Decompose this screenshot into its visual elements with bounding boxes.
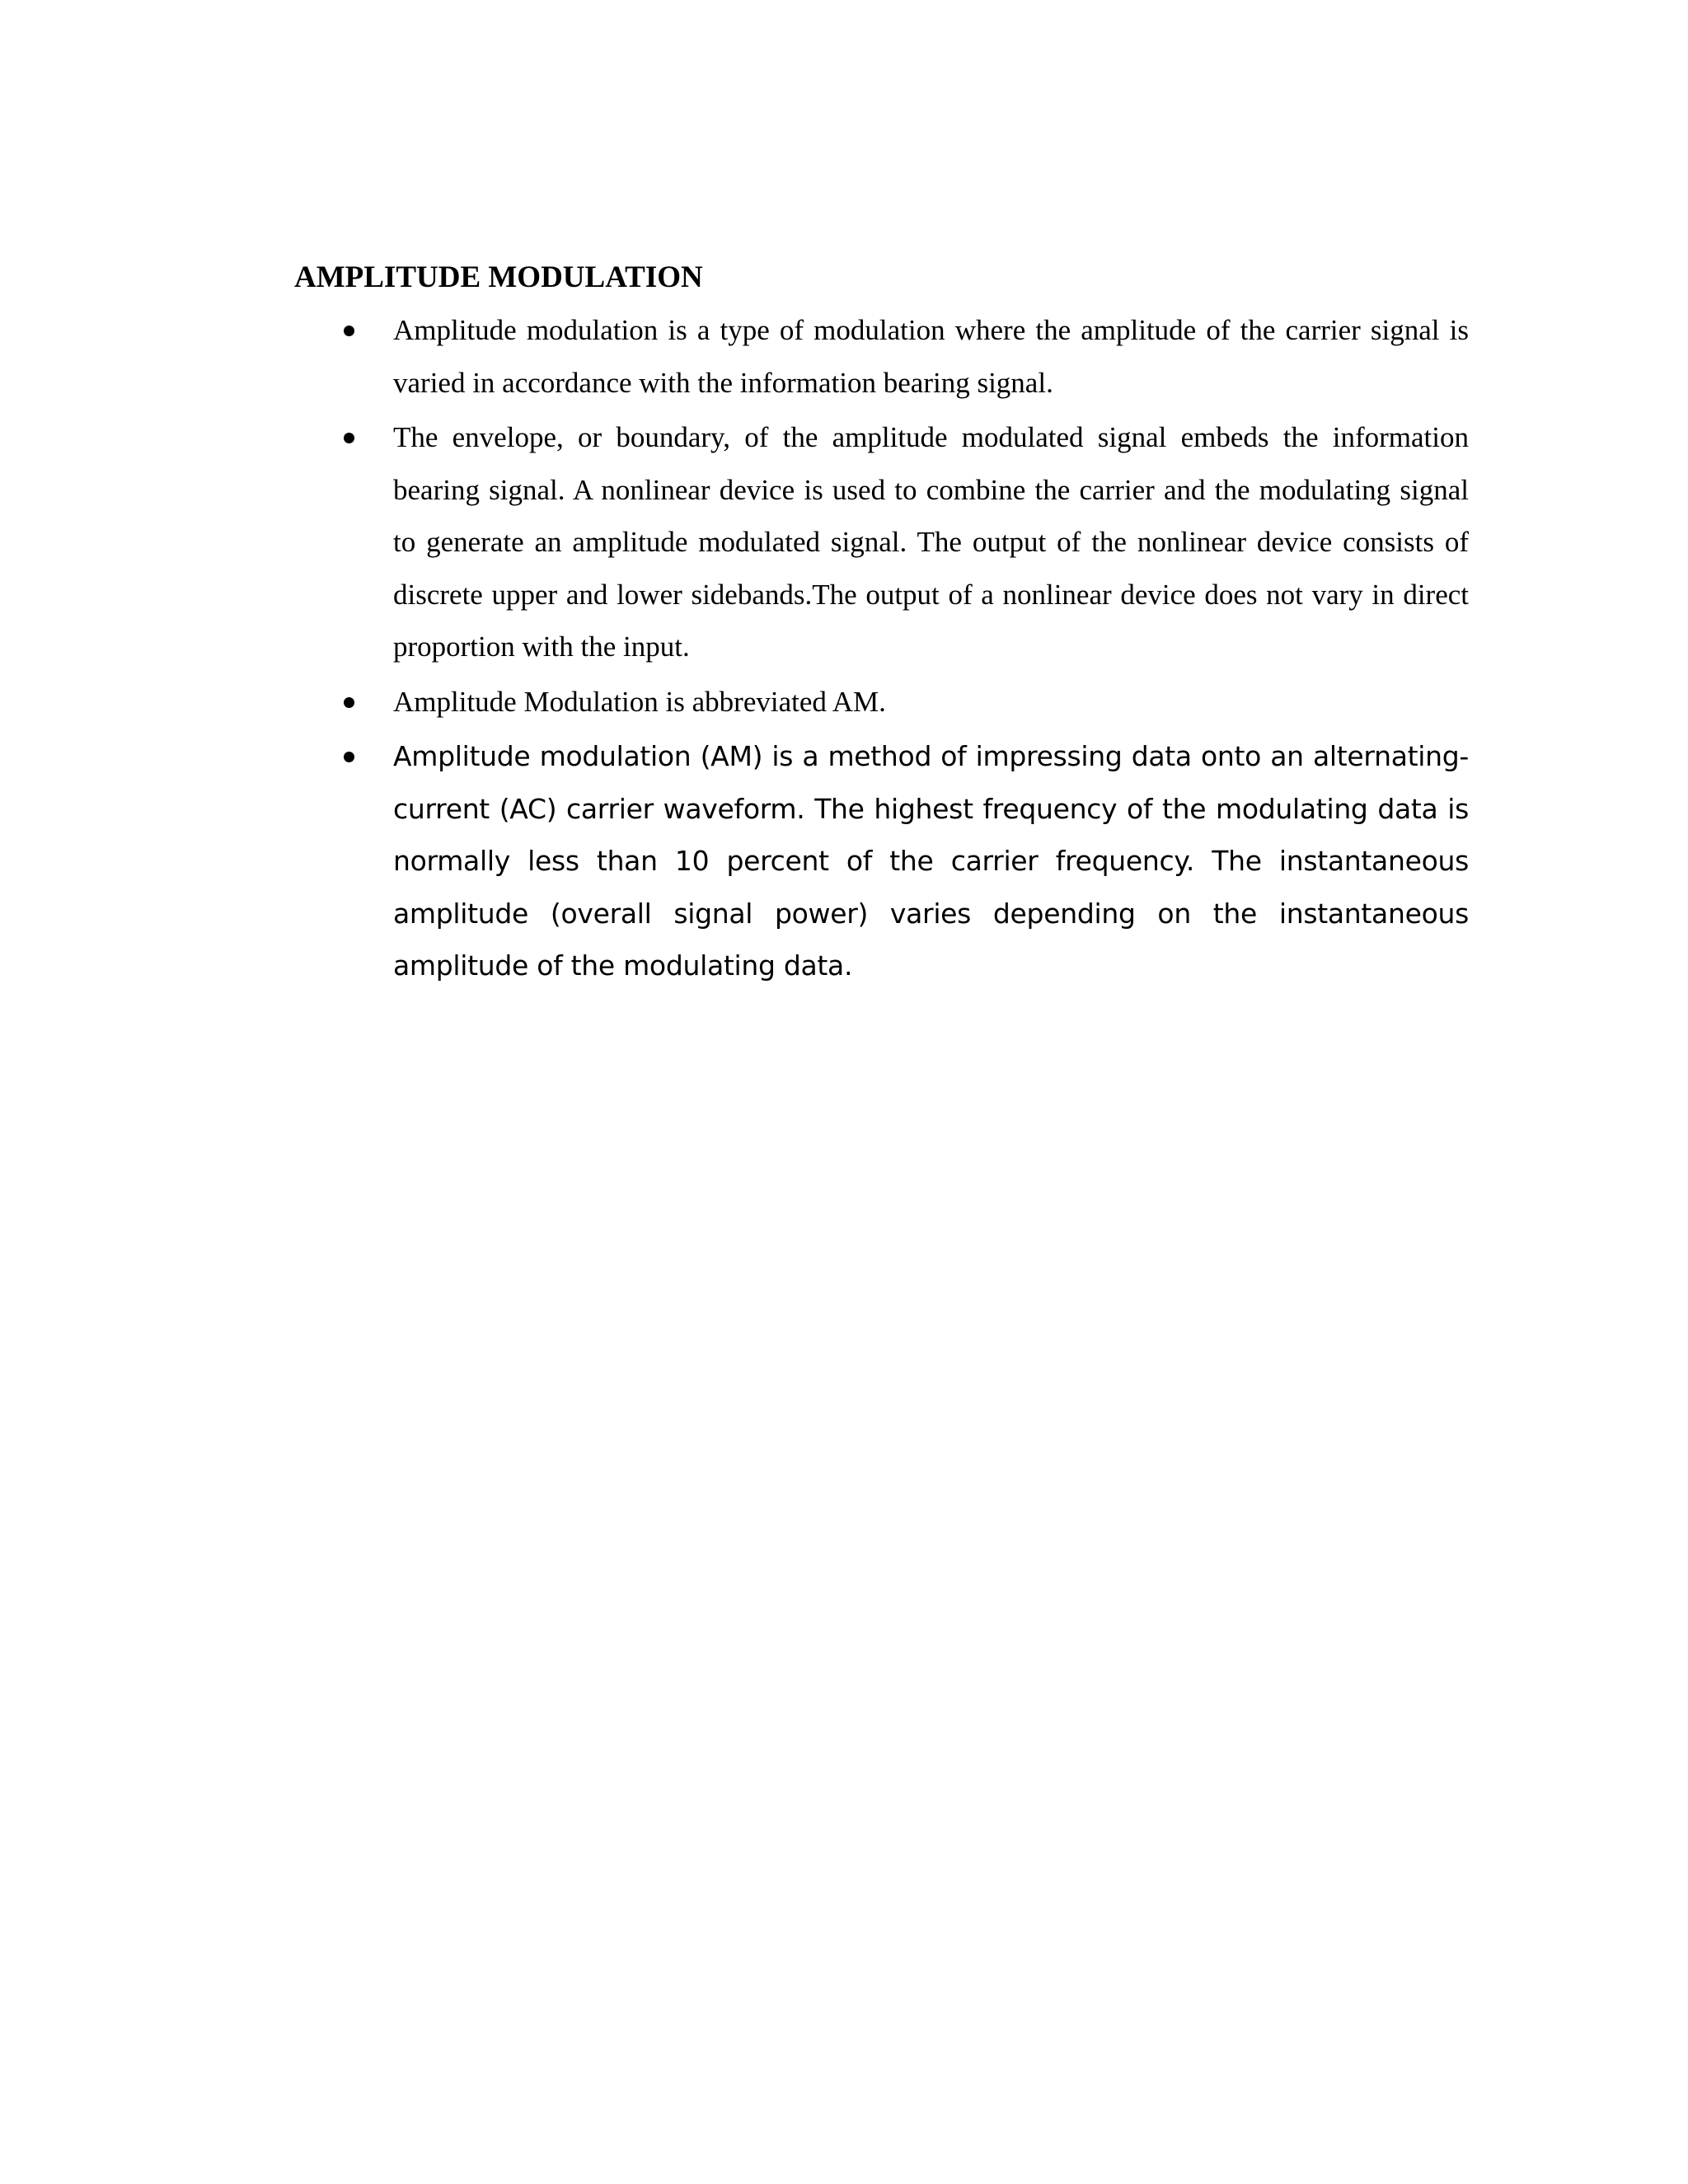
bullet-item	[294, 304, 1469, 409]
bullet-dot-icon	[344, 433, 354, 443]
bullet-text: Amplitude modulation (AM) is a method of impressing data onto an alternating-current (AC) carrier waveform. The highest frequency of the modulating data is normally less than 10 percent of the carrier frequency. The instantaneous amplitude (overall signal power) varies depending on the instantaneous amplitude of the modulating data.	[393, 740, 1469, 982]
bullet-dot-icon	[344, 326, 354, 336]
bullet-item	[294, 730, 1469, 992]
bullet-dot-icon	[344, 697, 354, 708]
bullet-dot-icon	[344, 752, 354, 762]
bullet-text: Amplitude modulation is a type of modulation where the amplitude of the carrier signal is varied in accordance with the information bearing signal.	[393, 314, 1469, 399]
bullet-item	[294, 411, 1469, 673]
document-content	[294, 251, 1469, 995]
document-heading: AMPLITUDE MODULATION	[294, 260, 703, 294]
bullet-text: Amplitude Modulation is abbreviated AM.	[393, 685, 886, 718]
bullet-item	[294, 676, 1469, 729]
bullet-text: The envelope, or boundary, of the amplitude modulated signal embeds the information bearing signal. A nonlinear device is used to combine the carrier and the modulating signal to generate an amplitude modulated signal. The output of the nonlinear device consists of discrete upper and lower sidebands.The output of a nonlinear device does not vary in direct proportion with the input.	[393, 421, 1469, 663]
bullet-list	[294, 304, 1469, 992]
